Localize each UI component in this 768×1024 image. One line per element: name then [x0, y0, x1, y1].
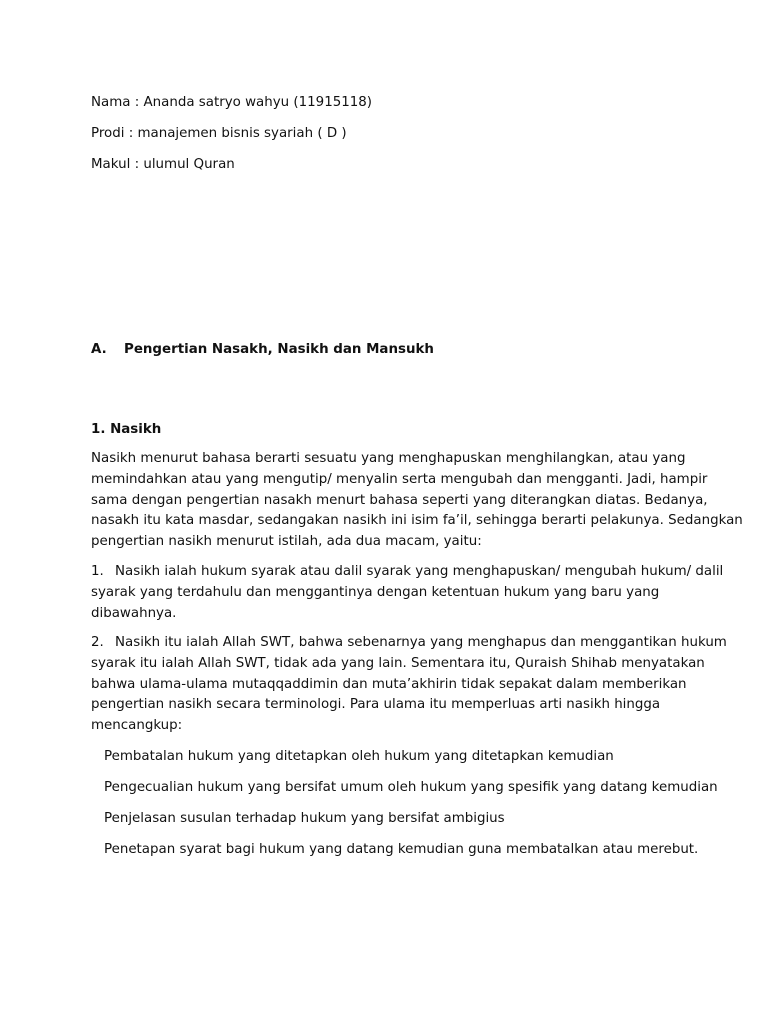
paragraph-line: Nasikh menurut bahasa berarti sesuatu yang menghapuskan menghilangkan, atau yang [91, 451, 686, 466]
section-1-title: 1. Nasikh [91, 422, 162, 437]
paragraph-line: bahwa ulama-ulama mutaqqaddimin dan muta’akhirin tidak sepakat dalam memberikan [91, 676, 687, 692]
paragraph-line: pengertian nasikh menurut istilah, ada dua macam, yaitu: [91, 534, 482, 550]
paragraph-line: mencangkup: [91, 718, 183, 734]
sub-item: Pembatalan hukum yang ditetapkan oleh hukum yang ditetapkan kemudian [104, 749, 614, 764]
paragraph-line: Nasikh ialah hukum syarak atau dalil syarak yang menghapuskan/ mengubah hukum/ dalil [115, 564, 724, 579]
paragraph-line: pengertian nasikh secara terminologi. Para ulama itu memperluas arti nasikh hingga [91, 697, 661, 713]
course-name: Makul : ulumul Quran [91, 157, 235, 172]
paragraph-line: syarak yang terdahulu dan menggantinya dengan ketentuan hukum yang baru yang [91, 584, 660, 600]
sub-item: Pengecualian hukum yang bersifat umum oleh hukum yang spesifik yang datang kemudian [104, 780, 718, 795]
paragraph-line: nasakh itu kata masdar, sedangakan nasikh ini isim fa’il, sehingga berarti pelakunya. Sedangkan [91, 513, 743, 529]
sub-item: Penetapan syarat bagi hukum yang datang kemudian guna membatalkan atau merebut. [104, 842, 699, 857]
nasikh-intro-paragraph [91, 449, 743, 553]
paragraph-line: dibawahnya. [91, 605, 177, 621]
numbered-item-2 [91, 633, 727, 737]
paragraph-line: sama dengan pengertian nasakh menurt bahasa seperti yang diterangkan diatas. Bedanya, [91, 492, 708, 508]
paragraph-line: syarak itu ialah Allah SWT, tidak ada yang lain. Sementara itu, Quraish Shihab menyatakan [91, 655, 705, 671]
paragraph-line: memindahkan atau yang mengutip/ menyalin serta mengubah dan mengganti. Jadi, hampir [91, 471, 708, 487]
section-a-title: Pengertian Nasakh, Nasikh dan Mansukh [124, 342, 434, 357]
paragraph-line: Nasikh itu ialah Allah SWT, bahwa sebenarnya yang menghapus dan menggantikan hukum [115, 635, 727, 650]
numbered-item-1 [91, 562, 724, 624]
study-program: Prodi : manajemen bisnis syariah ( D ) [91, 126, 347, 141]
section-a-label: A. [91, 342, 107, 357]
student-name: Nama : Ananda satryo wahyu (11915118) [91, 95, 373, 110]
item-number: 1. [91, 564, 104, 579]
sub-item: Penjelasan susulan terhadap hukum yang bersifat ambigius [104, 811, 505, 826]
item-number: 2. [91, 635, 104, 650]
